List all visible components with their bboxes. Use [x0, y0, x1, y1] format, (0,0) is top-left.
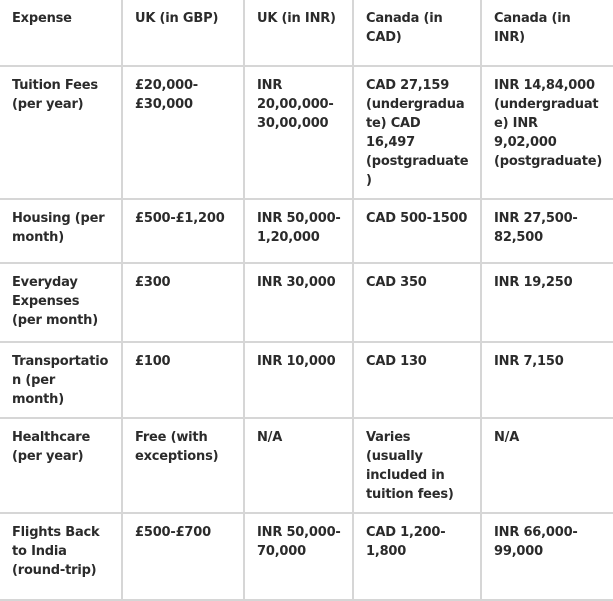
- header-cell-canada-inr: Canada (in INR): [481, 0, 613, 66]
- table-cell: INR 19,250: [481, 263, 613, 342]
- table-row: [0, 342, 613, 418]
- table-cell: £500-£700: [122, 513, 244, 600]
- header-cell-expense: Expense: [0, 0, 122, 66]
- table-cell: £100: [122, 342, 244, 418]
- table-cell: CAD 500-1500: [353, 199, 481, 263]
- table-cell: INR 27,500-82,500: [481, 199, 613, 263]
- table-cell: INR 7,150: [481, 342, 613, 418]
- table-cell: CAD 130: [353, 342, 481, 418]
- table-cell: £300: [122, 263, 244, 342]
- table-cell: INR 14,84,000 (undergraduate) INR 9,02,000 (postgraduate): [481, 66, 613, 199]
- table-row: [0, 263, 613, 342]
- header-cell-uk-gbp: UK (in GBP): [122, 0, 244, 66]
- table-cell: CAD 350: [353, 263, 481, 342]
- table-cell: CAD 1,200-1,800: [353, 513, 481, 600]
- table-cell: INR 20,00,000-30,00,000: [244, 66, 353, 199]
- table-cell: Everyday Expenses (per month): [0, 263, 122, 342]
- table-cell: INR 50,000-1,20,000: [244, 199, 353, 263]
- table-cell: INR 66,000-99,000: [481, 513, 613, 600]
- table-cell: Healthcare (per year): [0, 418, 122, 513]
- table-cell: £500-£1,200: [122, 199, 244, 263]
- table-cell: Flights Back to India (round-trip): [0, 513, 122, 600]
- table-row: [0, 418, 613, 513]
- table-cell: Free (with exceptions): [122, 418, 244, 513]
- table-cell: CAD 27,159 (undergraduate) CAD 16,497 (postgraduate): [353, 66, 481, 199]
- table-cell: N/A: [244, 418, 353, 513]
- table-cell: N/A: [481, 418, 613, 513]
- table-cell: INR 10,000: [244, 342, 353, 418]
- table-cell: Tuition Fees (per year): [0, 66, 122, 199]
- table-row: [0, 199, 613, 263]
- header-cell-uk-inr: UK (in INR): [244, 0, 353, 66]
- table-cell: £20,000-£30,000: [122, 66, 244, 199]
- table-cell: INR 50,000-70,000: [244, 513, 353, 600]
- table-cell: Varies (usually included in tuition fees): [353, 418, 481, 513]
- table-header-row: [0, 0, 613, 66]
- header-cell-canada-cad: Canada (in CAD): [353, 0, 481, 66]
- table-row: [0, 513, 613, 600]
- table-cell: Transportation (per month): [0, 342, 122, 418]
- table-row: [0, 66, 613, 199]
- table-cell: Housing (per month): [0, 199, 122, 263]
- table-cell: INR 30,000: [244, 263, 353, 342]
